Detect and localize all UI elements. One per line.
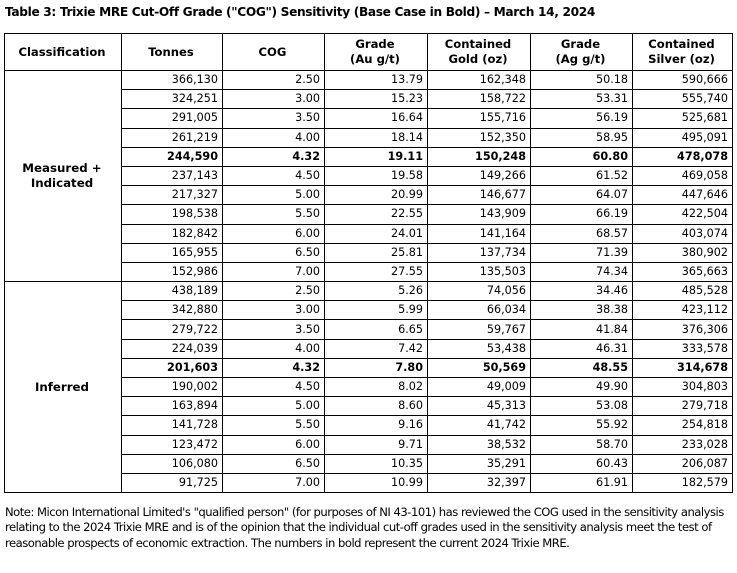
tonnes-cell: 163,894 (122, 397, 223, 416)
header-grade-au (325, 34, 428, 71)
grade-au-cell: 9.16 (325, 416, 428, 435)
grade-ag-cell: 58.70 (531, 435, 633, 454)
header-gold-line2: Gold (oz) (448, 52, 508, 66)
cog-cell: 4.00 (223, 339, 325, 358)
contained-gold-cell: 74,056 (428, 282, 531, 301)
header-classification (5, 34, 122, 71)
cog-cell: 6.50 (223, 454, 325, 473)
contained-silver-cell: 365,663 (633, 262, 733, 281)
contained-gold-cell: 146,677 (428, 186, 531, 205)
contained-silver-cell: 233,028 (633, 435, 733, 454)
header-row (5, 34, 733, 71)
tonnes-cell: 224,039 (122, 339, 223, 358)
contained-silver-cell: 279,718 (633, 397, 733, 416)
contained-gold-cell: 50,569 (428, 358, 531, 377)
grade-ag-cell: 61.52 (531, 166, 633, 185)
tonnes-cell: 201,603 (122, 358, 223, 377)
classification-cell (5, 71, 122, 282)
contained-gold-cell: 135,503 (428, 262, 531, 281)
contained-silver-cell: 422,504 (633, 205, 733, 224)
contained-gold-cell: 162,348 (428, 71, 531, 90)
tonnes-cell: 91,725 (122, 473, 223, 492)
header-cog-label: COG (258, 44, 287, 59)
contained-gold-cell: 66,034 (428, 301, 531, 320)
contained-gold-cell: 35,291 (428, 454, 531, 473)
contained-gold-cell: 38,532 (428, 435, 531, 454)
contained-silver-cell: 314,678 (633, 358, 733, 377)
tonnes-cell: 165,955 (122, 243, 223, 262)
grade-ag-cell: 38.38 (531, 301, 633, 320)
cog-cell: 5.00 (223, 397, 325, 416)
contained-silver-cell: 469,058 (633, 166, 733, 185)
tonnes-cell: 244,590 (122, 147, 223, 166)
tonnes-cell: 342,880 (122, 301, 223, 320)
grade-au-cell: 8.60 (325, 397, 428, 416)
grade-ag-cell: 50.18 (531, 71, 633, 90)
cog-cell: 5.50 (223, 205, 325, 224)
table-title: Table 3: Trixie MRE Cut-Off Grade ("COG") Sensitivity (Base Case in Bold) – March 14, 2024 (5, 5, 595, 19)
contained-silver-cell: 333,578 (633, 339, 733, 358)
contained-silver-cell: 485,528 (633, 282, 733, 301)
tonnes-cell: 291,005 (122, 109, 223, 128)
contained-silver-cell: 376,306 (633, 320, 733, 339)
grade-ag-cell: 66.19 (531, 205, 633, 224)
contained-silver-cell: 182,579 (633, 473, 733, 492)
grade-au-cell: 7.80 (325, 358, 428, 377)
contained-gold-cell: 45,313 (428, 397, 531, 416)
grade-au-cell: 5.99 (325, 301, 428, 320)
cog-cell: 4.32 (223, 358, 325, 377)
cog-cell: 3.50 (223, 320, 325, 339)
cog-cell: 4.50 (223, 378, 325, 397)
classification-cell (5, 282, 122, 493)
grade-au-cell: 8.02 (325, 378, 428, 397)
grade-ag-cell: 34.46 (531, 282, 633, 301)
contained-silver-cell: 495,091 (633, 128, 733, 147)
tonnes-cell: 141,728 (122, 416, 223, 435)
header-silver-line1: Contained (648, 37, 715, 51)
contained-gold-cell: 155,716 (428, 109, 531, 128)
header-cog (223, 34, 325, 71)
footnote: Note: Micon International Limited's "qualified person" (for purposes of NI 43-101) has reviewed the COG used in the sensitivity analysis relating to the 2024 Trixie MRE and is of the opinion that the individual cut-off grades used in the sensitivity analysis meet the test of reasonable prospects of economic extraction. The numbers in bold represent the current 2024 Trixie MRE. (5, 505, 724, 550)
grade-ag-cell: 58.95 (531, 128, 633, 147)
grade-ag-cell: 46.31 (531, 339, 633, 358)
cog-cell: 5.50 (223, 416, 325, 435)
tonnes-cell: 366,130 (122, 71, 223, 90)
tonnes-cell: 261,219 (122, 128, 223, 147)
cog-cell: 4.00 (223, 128, 325, 147)
classification-label-line1: Inferred (34, 379, 89, 394)
contained-gold-cell: 143,909 (428, 205, 531, 224)
contained-silver-cell: 254,818 (633, 416, 733, 435)
grade-ag-cell: 53.31 (531, 90, 633, 109)
grade-ag-cell: 71.39 (531, 243, 633, 262)
grade-au-cell: 16.64 (325, 109, 428, 128)
cog-cell: 7.00 (223, 473, 325, 492)
contained-gold-cell: 152,350 (428, 128, 531, 147)
grade-ag-cell: 60.43 (531, 454, 633, 473)
grade-au-cell: 13.79 (325, 71, 428, 90)
tonnes-cell: 198,538 (122, 205, 223, 224)
tonnes-cell: 438,189 (122, 282, 223, 301)
grade-au-cell: 10.35 (325, 454, 428, 473)
cog-cell: 3.00 (223, 90, 325, 109)
contained-silver-cell: 525,681 (633, 109, 733, 128)
cog-cell: 2.50 (223, 282, 325, 301)
contained-silver-cell: 403,074 (633, 224, 733, 243)
grade-ag-cell: 55.92 (531, 416, 633, 435)
grade-ag-cell: 53.08 (531, 397, 633, 416)
tonnes-cell: 182,842 (122, 224, 223, 243)
grade-ag-cell: 68.57 (531, 224, 633, 243)
classification-label-line2: Indicated (30, 176, 94, 191)
grade-ag-cell: 48.55 (531, 358, 633, 377)
cog-cell: 6.50 (223, 243, 325, 262)
grade-ag-cell: 74.34 (531, 262, 633, 281)
header-contained-silver (633, 34, 733, 71)
contained-silver-cell: 380,902 (633, 243, 733, 262)
contained-gold-cell: 59,767 (428, 320, 531, 339)
grade-au-cell: 10.99 (325, 473, 428, 492)
grade-ag-cell: 49.90 (531, 378, 633, 397)
grade-au-cell: 6.65 (325, 320, 428, 339)
grade-au-cell: 19.58 (325, 166, 428, 185)
table-row (5, 282, 733, 301)
contained-gold-cell: 149,266 (428, 166, 531, 185)
table-row (5, 71, 733, 90)
header-gold-line1: Contained (444, 37, 512, 51)
header-tonnes-label: Tonnes (148, 44, 194, 59)
tonnes-cell: 123,472 (122, 435, 223, 454)
cog-cell: 5.00 (223, 186, 325, 205)
grade-au-cell: 24.01 (325, 224, 428, 243)
tonnes-cell: 106,080 (122, 454, 223, 473)
contained-gold-cell: 32,397 (428, 473, 531, 492)
contained-gold-cell: 141,164 (428, 224, 531, 243)
contained-gold-cell: 158,722 (428, 90, 531, 109)
header-grade-ag-line1: Grade (560, 37, 601, 51)
header-grade-au-line1: Grade (355, 37, 395, 51)
cog-cell: 3.50 (223, 109, 325, 128)
contained-gold-cell: 41,742 (428, 416, 531, 435)
contained-silver-cell: 423,112 (633, 301, 733, 320)
header-grade-ag (531, 34, 633, 71)
grade-au-cell: 27.55 (325, 262, 428, 281)
header-grade-ag-line2: (Ag g/t) (555, 52, 606, 66)
contained-silver-cell: 447,646 (633, 186, 733, 205)
header-contained-gold (428, 34, 531, 71)
contained-gold-cell: 150,248 (428, 147, 531, 166)
cog-cell: 2.50 (223, 71, 325, 90)
grade-ag-cell: 64.07 (531, 186, 633, 205)
contained-gold-cell: 53,438 (428, 339, 531, 358)
cog-cell: 4.50 (223, 166, 325, 185)
grade-au-cell: 15.23 (325, 90, 428, 109)
cog-sensitivity-table (4, 33, 733, 493)
grade-au-cell: 7.42 (325, 339, 428, 358)
cog-cell: 3.00 (223, 301, 325, 320)
contained-gold-cell: 49,009 (428, 378, 531, 397)
contained-silver-cell: 478,078 (633, 147, 733, 166)
grade-au-cell: 5.26 (325, 282, 428, 301)
grade-ag-cell: 61.91 (531, 473, 633, 492)
table-header (5, 34, 733, 71)
table-body (5, 71, 733, 493)
classification-label-line1: Measured + (22, 161, 102, 176)
tonnes-cell: 190,002 (122, 378, 223, 397)
cog-cell: 6.00 (223, 224, 325, 243)
tonnes-cell: 279,722 (122, 320, 223, 339)
cog-cell: 7.00 (223, 262, 325, 281)
tonnes-cell: 217,327 (122, 186, 223, 205)
header-tonnes (122, 34, 223, 71)
grade-au-cell: 25.81 (325, 243, 428, 262)
grade-ag-cell: 41.84 (531, 320, 633, 339)
cog-cell: 4.32 (223, 147, 325, 166)
grade-au-cell: 18.14 (325, 128, 428, 147)
grade-ag-cell: 56.19 (531, 109, 633, 128)
cog-cell: 6.00 (223, 435, 325, 454)
grade-au-cell: 9.71 (325, 435, 428, 454)
contained-silver-cell: 304,803 (633, 378, 733, 397)
tonnes-cell: 324,251 (122, 90, 223, 109)
grade-au-cell: 19.11 (325, 147, 428, 166)
contained-gold-cell: 137,734 (428, 243, 531, 262)
grade-au-cell: 20.99 (325, 186, 428, 205)
header-classification-label: Classification (18, 44, 106, 59)
tonnes-cell: 237,143 (122, 166, 223, 185)
contained-silver-cell: 206,087 (633, 454, 733, 473)
contained-silver-cell: 590,666 (633, 71, 733, 90)
header-grade-au-line2: (Au g/t) (350, 52, 400, 66)
tonnes-cell: 152,986 (122, 262, 223, 281)
contained-silver-cell: 555,740 (633, 90, 733, 109)
grade-ag-cell: 60.80 (531, 147, 633, 166)
grade-au-cell: 22.55 (325, 205, 428, 224)
header-silver-line2: Silver (oz) (648, 52, 715, 66)
